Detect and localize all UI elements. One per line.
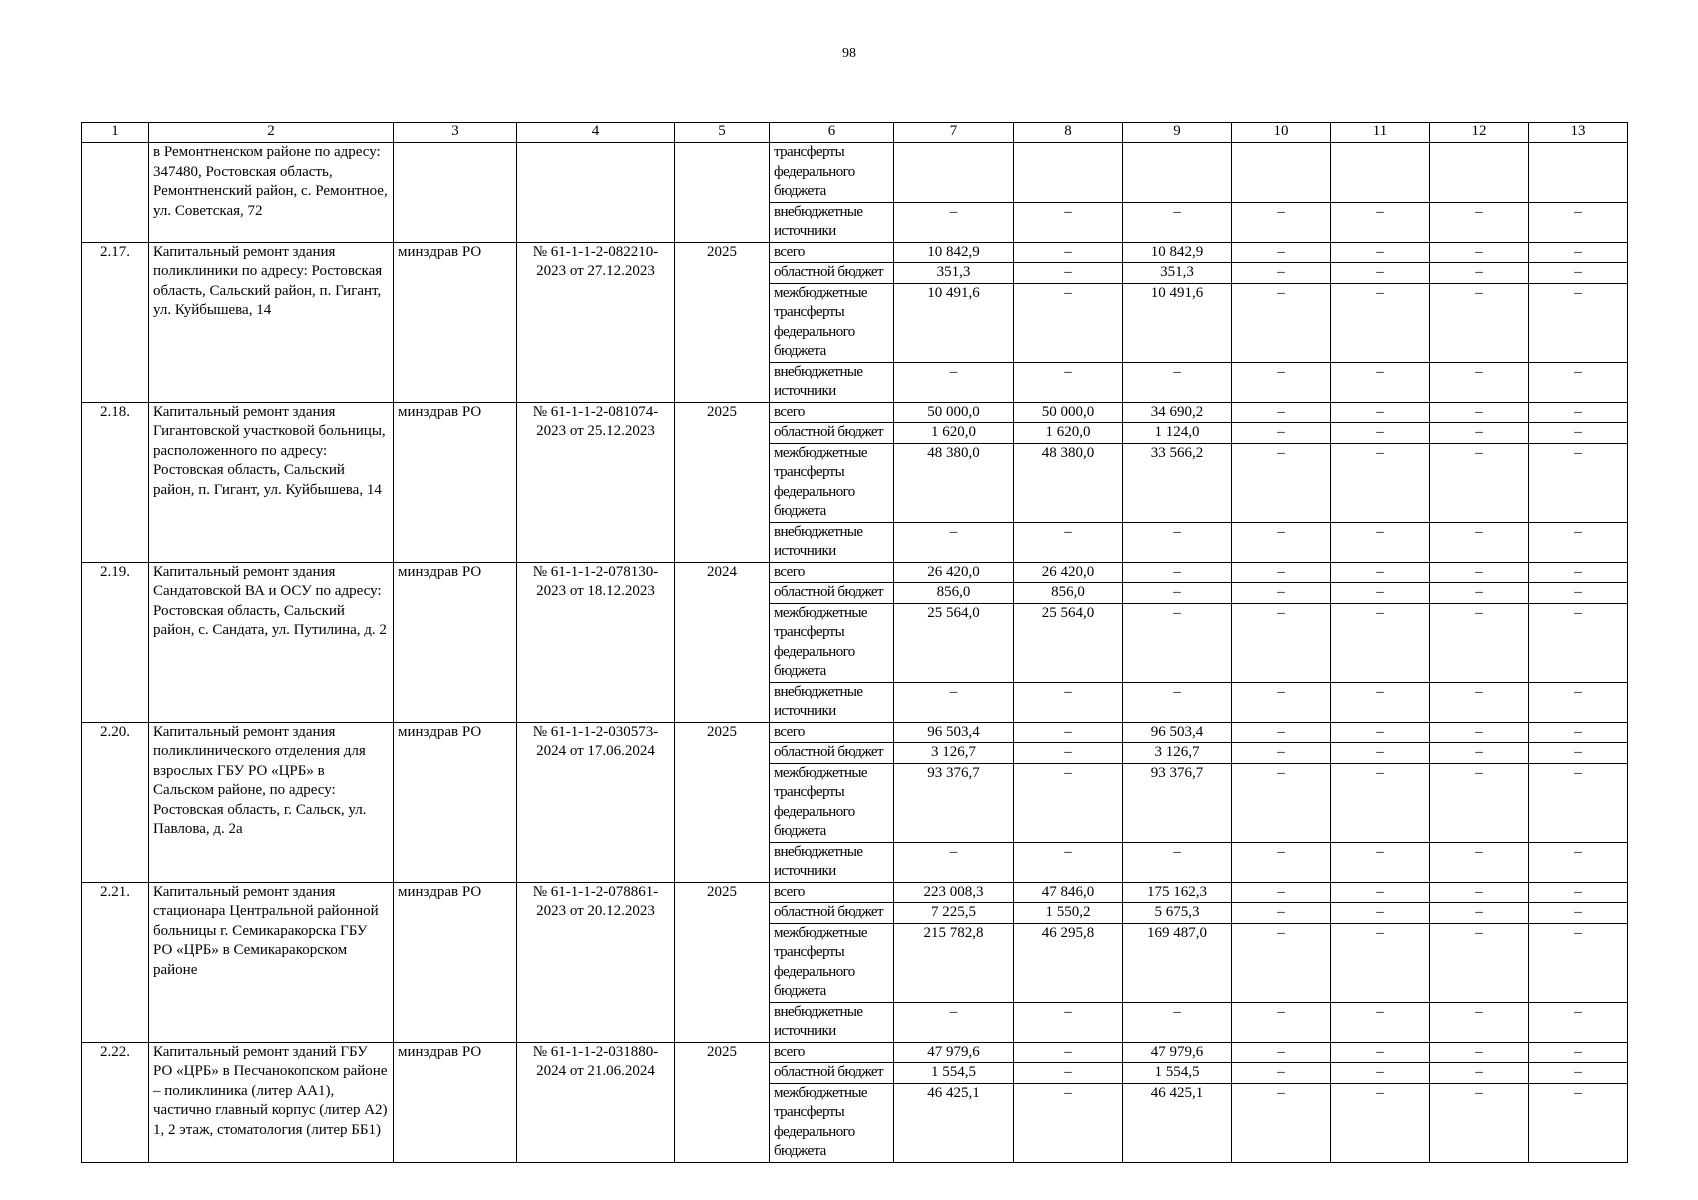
value-cell: 3 126,7: [1123, 743, 1232, 764]
value-cell: –: [1430, 242, 1529, 263]
value-cell: –: [1331, 242, 1430, 263]
table-row: [82, 722, 1628, 743]
funding-source-cell: трансферты федерального бюджета: [770, 143, 894, 203]
value-cell: –: [1123, 202, 1232, 242]
value-cell: –: [1232, 443, 1331, 522]
column-number: 1: [82, 123, 149, 143]
value-cell: –: [1232, 1042, 1331, 1063]
value-cell: –: [1014, 522, 1123, 562]
value-cell: –: [1123, 583, 1232, 604]
value-cell: 7 225,5: [894, 903, 1014, 924]
funding-source-cell: всего: [770, 882, 894, 903]
value-cell: 33 566,2: [1123, 443, 1232, 522]
column-number: 3: [394, 123, 517, 143]
agency-cell: [394, 143, 517, 243]
document-cell: № 61-1-1-2-081074-2023 от 25.12.2023: [517, 402, 675, 562]
value-cell: –: [1430, 1002, 1529, 1042]
value-cell: [1232, 143, 1331, 203]
entry-number-cell: 2.19.: [82, 562, 149, 722]
value-cell: –: [1123, 362, 1232, 402]
value-cell: –: [1529, 423, 1628, 444]
value-cell: –: [1232, 743, 1331, 764]
value-cell: –: [1529, 1083, 1628, 1162]
value-cell: –: [1430, 763, 1529, 842]
agency-cell: минздрав РО: [394, 562, 517, 722]
funding-source-cell: всего: [770, 402, 894, 423]
year-cell: 2024: [675, 562, 770, 722]
value-cell: –: [1331, 423, 1430, 444]
agency-cell: минздрав РО: [394, 722, 517, 882]
value-cell: 50 000,0: [1014, 402, 1123, 423]
value-cell: –: [1232, 1063, 1331, 1084]
column-number: 11: [1331, 123, 1430, 143]
value-cell: 10 491,6: [1123, 283, 1232, 362]
value-cell: –: [1331, 842, 1430, 882]
column-number: 8: [1014, 123, 1123, 143]
value-cell: –: [1123, 1002, 1232, 1042]
value-cell: –: [1331, 1002, 1430, 1042]
value-cell: [1123, 143, 1232, 203]
funding-source-cell: областной бюджет: [770, 903, 894, 924]
value-cell: –: [1331, 283, 1430, 362]
value-cell: 1 554,5: [1123, 1063, 1232, 1084]
value-cell: –: [1430, 842, 1529, 882]
value-cell: –: [1331, 923, 1430, 1002]
funding-source-cell: межбюджетные трансферты федерального бюджета: [770, 763, 894, 842]
value-cell: –: [1331, 882, 1430, 903]
value-cell: 856,0: [1014, 583, 1123, 604]
value-cell: 3 126,7: [894, 743, 1014, 764]
value-cell: –: [1232, 242, 1331, 263]
value-cell: 93 376,7: [894, 763, 1014, 842]
value-cell: 1 554,5: [894, 1063, 1014, 1084]
value-cell: –: [1123, 682, 1232, 722]
value-cell: –: [1331, 722, 1430, 743]
funding-source-cell: областной бюджет: [770, 743, 894, 764]
value-cell: –: [1014, 1083, 1123, 1162]
value-cell: –: [1529, 263, 1628, 284]
value-cell: [1430, 143, 1529, 203]
value-cell: –: [894, 1002, 1014, 1042]
column-number: 13: [1529, 123, 1628, 143]
value-cell: –: [1331, 682, 1430, 722]
value-cell: –: [1331, 603, 1430, 682]
value-cell: –: [1430, 903, 1529, 924]
value-cell: –: [1232, 763, 1331, 842]
value-cell: –: [1430, 682, 1529, 722]
funding-source-cell: областной бюджет: [770, 263, 894, 284]
value-cell: 34 690,2: [1123, 402, 1232, 423]
value-cell: 47 846,0: [1014, 882, 1123, 903]
value-cell: –: [1232, 202, 1331, 242]
value-cell: –: [894, 522, 1014, 562]
value-cell: 50 000,0: [894, 402, 1014, 423]
value-cell: –: [1529, 522, 1628, 562]
year-cell: 2025: [675, 882, 770, 1042]
funding-source-cell: внебюджетные источники: [770, 682, 894, 722]
column-number: 4: [517, 123, 675, 143]
object-name-cell: в Ремонтненском районе по адресу: 347480, Ростовская область, Ремонтненский район, с. Ремонтное, ул. Советская, 72: [149, 143, 394, 243]
value-cell: –: [1529, 1042, 1628, 1063]
column-number-row: [82, 123, 1628, 143]
value-cell: –: [1529, 682, 1628, 722]
value-cell: –: [1232, 562, 1331, 583]
agency-cell: минздрав РО: [394, 242, 517, 402]
table-row: [82, 882, 1628, 903]
object-name-cell: Капитальный ремонт здания Гигантовской участковой больницы, расположенного по адресу: Ростовская область, Сальский район, п. Гигант, ул. Куйбышева, 14: [149, 402, 394, 562]
value-cell: –: [1123, 842, 1232, 882]
year-cell: 2025: [675, 402, 770, 562]
value-cell: 47 979,6: [894, 1042, 1014, 1063]
value-cell: –: [1529, 842, 1628, 882]
value-cell: –: [894, 682, 1014, 722]
value-cell: –: [1232, 362, 1331, 402]
table-row: [82, 242, 1628, 263]
value-cell: 46 425,1: [1123, 1083, 1232, 1162]
year-cell: 2025: [675, 242, 770, 402]
value-cell: 351,3: [1123, 263, 1232, 284]
value-cell: 1 550,2: [1014, 903, 1123, 924]
value-cell: 26 420,0: [894, 562, 1014, 583]
table-row: [82, 402, 1628, 423]
value-cell: –: [1331, 562, 1430, 583]
column-number: 5: [675, 123, 770, 143]
value-cell: [894, 143, 1014, 203]
entry-number-cell: 2.21.: [82, 882, 149, 1042]
value-cell: [1529, 143, 1628, 203]
value-cell: –: [1014, 1002, 1123, 1042]
value-cell: –: [1529, 1063, 1628, 1084]
value-cell: –: [1014, 202, 1123, 242]
value-cell: –: [1014, 362, 1123, 402]
object-name-cell: Капитальный ремонт здания Сандатовской ВА и ОСУ по адресу: Ростовская область, Сальский район, с. Сандата, ул. Путилина, д. 2: [149, 562, 394, 722]
value-cell: –: [1331, 522, 1430, 562]
object-name-cell: Капитальный ремонт здания поликлинического отделения для взрослых ГБУ РО «ЦРБ» в Сальском районе, по адресу: Ростовская область, г. Сальск, ул. Павлова, д. 2а: [149, 722, 394, 882]
value-cell: –: [1430, 603, 1529, 682]
page-number: 98: [842, 46, 856, 61]
value-cell: –: [1014, 283, 1123, 362]
value-cell: –: [1232, 402, 1331, 423]
value-cell: –: [1232, 682, 1331, 722]
value-cell: 1 620,0: [894, 423, 1014, 444]
value-cell: –: [1331, 402, 1430, 423]
value-cell: –: [1430, 1063, 1529, 1084]
value-cell: –: [1529, 722, 1628, 743]
document-cell: № 61-1-1-2-078861-2023 от 20.12.2023: [517, 882, 675, 1042]
value-cell: –: [1430, 283, 1529, 362]
year-cell: 2025: [675, 1042, 770, 1162]
value-cell: 25 564,0: [894, 603, 1014, 682]
value-cell: –: [1529, 882, 1628, 903]
object-name-cell: Капитальный ремонт здания поликлиники по адресу: Ростовская область, Сальский район, п. Гигант, ул. Куйбышева, 14: [149, 242, 394, 402]
value-cell: –: [1232, 842, 1331, 882]
value-cell: 48 380,0: [894, 443, 1014, 522]
column-number: 10: [1232, 123, 1331, 143]
object-name-cell: Капитальный ремонт здания стационара Центральной районной больницы г. Семикаракорска ГБУ РО «ЦРБ» в Семикаракорском районе: [149, 882, 394, 1042]
value-cell: –: [1331, 743, 1430, 764]
value-cell: –: [1014, 722, 1123, 743]
value-cell: –: [1331, 1042, 1430, 1063]
value-cell: –: [1232, 522, 1331, 562]
object-name-cell: Капитальный ремонт зданий ГБУ РО «ЦРБ» в Песчанокопском районе – поликлиника (литер АА1), частично главный корпус (литер А2) 1, 2 этаж, стоматология (литер ББ1): [149, 1042, 394, 1162]
value-cell: 1 124,0: [1123, 423, 1232, 444]
document-cell: [517, 143, 675, 243]
value-cell: –: [1123, 522, 1232, 562]
table-row: [82, 1042, 1628, 1063]
agency-cell: минздрав РО: [394, 1042, 517, 1162]
value-cell: –: [1232, 1002, 1331, 1042]
value-cell: –: [1014, 1063, 1123, 1084]
funding-source-cell: всего: [770, 562, 894, 583]
value-cell: –: [1529, 603, 1628, 682]
value-cell: 93 376,7: [1123, 763, 1232, 842]
table-row: [82, 562, 1628, 583]
value-cell: –: [1430, 522, 1529, 562]
entry-number-cell: 2.18.: [82, 402, 149, 562]
document-cell: № 61-1-1-2-082210-2023 от 27.12.2023: [517, 242, 675, 402]
value-cell: 215 782,8: [894, 923, 1014, 1002]
funding-source-cell: межбюджетные трансферты федерального бюджета: [770, 1083, 894, 1162]
value-cell: 96 503,4: [894, 722, 1014, 743]
value-cell: –: [894, 842, 1014, 882]
value-cell: 25 564,0: [1014, 603, 1123, 682]
value-cell: –: [1014, 263, 1123, 284]
budget-table: [81, 122, 1628, 1163]
value-cell: –: [1430, 402, 1529, 423]
value-cell: –: [1014, 682, 1123, 722]
document-cell: № 61-1-1-2-031880-2024 от 21.06.2024: [517, 1042, 675, 1162]
table-body: [82, 123, 1628, 1163]
value-cell: –: [1529, 763, 1628, 842]
value-cell: –: [1430, 202, 1529, 242]
value-cell: –: [1529, 923, 1628, 1002]
value-cell: –: [1529, 903, 1628, 924]
column-number: 6: [770, 123, 894, 143]
value-cell: –: [1331, 583, 1430, 604]
document-cell: № 61-1-1-2-030573-2024 от 17.06.2024: [517, 722, 675, 882]
value-cell: –: [1123, 562, 1232, 583]
column-number: 7: [894, 123, 1014, 143]
value-cell: –: [1331, 1063, 1430, 1084]
funding-source-cell: всего: [770, 722, 894, 743]
value-cell: –: [1430, 923, 1529, 1002]
year-cell: [675, 143, 770, 243]
value-cell: 5 675,3: [1123, 903, 1232, 924]
value-cell: –: [1529, 283, 1628, 362]
value-cell: –: [1014, 763, 1123, 842]
entry-number-cell: 2.20.: [82, 722, 149, 882]
value-cell: –: [1232, 603, 1331, 682]
funding-source-cell: областной бюджет: [770, 423, 894, 444]
value-cell: –: [894, 202, 1014, 242]
table-row: [82, 143, 1628, 203]
funding-source-cell: областной бюджет: [770, 1063, 894, 1084]
column-number: 2: [149, 123, 394, 143]
funding-source-cell: внебюджетные источники: [770, 362, 894, 402]
value-cell: 223 008,3: [894, 882, 1014, 903]
funding-source-cell: внебюджетные источники: [770, 1002, 894, 1042]
value-cell: –: [1232, 923, 1331, 1002]
value-cell: [1014, 143, 1123, 203]
value-cell: –: [1123, 603, 1232, 682]
value-cell: –: [1331, 263, 1430, 284]
document-cell: № 61-1-1-2-078130-2023 от 18.12.2023: [517, 562, 675, 722]
value-cell: 10 842,9: [894, 242, 1014, 263]
value-cell: 46 425,1: [894, 1083, 1014, 1162]
value-cell: –: [1331, 1083, 1430, 1162]
value-cell: –: [1430, 583, 1529, 604]
value-cell: –: [1232, 1083, 1331, 1162]
year-cell: 2025: [675, 722, 770, 882]
column-number: 12: [1430, 123, 1529, 143]
value-cell: 175 162,3: [1123, 882, 1232, 903]
value-cell: 856,0: [894, 583, 1014, 604]
agency-cell: минздрав РО: [394, 402, 517, 562]
value-cell: –: [1529, 443, 1628, 522]
column-number: 9: [1123, 123, 1232, 143]
funding-source-cell: всего: [770, 1042, 894, 1063]
value-cell: –: [1529, 583, 1628, 604]
value-cell: –: [1331, 443, 1430, 522]
value-cell: –: [1529, 1002, 1628, 1042]
value-cell: 47 979,6: [1123, 1042, 1232, 1063]
value-cell: –: [894, 362, 1014, 402]
funding-source-cell: всего: [770, 242, 894, 263]
value-cell: –: [1430, 1083, 1529, 1162]
funding-source-cell: межбюджетные трансферты федерального бюджета: [770, 603, 894, 682]
entry-number-cell: 2.22.: [82, 1042, 149, 1162]
agency-cell: минздрав РО: [394, 882, 517, 1042]
value-cell: –: [1430, 562, 1529, 583]
value-cell: –: [1331, 763, 1430, 842]
value-cell: [1331, 143, 1430, 203]
value-cell: –: [1014, 842, 1123, 882]
value-cell: –: [1014, 1042, 1123, 1063]
value-cell: –: [1430, 362, 1529, 402]
value-cell: –: [1232, 283, 1331, 362]
funding-source-cell: межбюджетные трансферты федерального бюджета: [770, 283, 894, 362]
value-cell: –: [1430, 423, 1529, 444]
value-cell: 48 380,0: [1014, 443, 1123, 522]
value-cell: –: [1529, 202, 1628, 242]
funding-source-cell: межбюджетные трансферты федерального бюджета: [770, 443, 894, 522]
value-cell: 10 842,9: [1123, 242, 1232, 263]
value-cell: –: [1331, 362, 1430, 402]
value-cell: –: [1529, 562, 1628, 583]
value-cell: 26 420,0: [1014, 562, 1123, 583]
value-cell: –: [1430, 722, 1529, 743]
value-cell: –: [1232, 722, 1331, 743]
value-cell: –: [1232, 583, 1331, 604]
value-cell: –: [1529, 362, 1628, 402]
value-cell: 351,3: [894, 263, 1014, 284]
funding-source-cell: областной бюджет: [770, 583, 894, 604]
value-cell: 46 295,8: [1014, 923, 1123, 1002]
value-cell: –: [1232, 263, 1331, 284]
value-cell: –: [1232, 882, 1331, 903]
funding-source-cell: внебюджетные источники: [770, 202, 894, 242]
value-cell: –: [1430, 1042, 1529, 1063]
value-cell: –: [1430, 443, 1529, 522]
value-cell: –: [1529, 402, 1628, 423]
entry-number-cell: 2.17.: [82, 242, 149, 402]
funding-source-cell: внебюджетные источники: [770, 522, 894, 562]
value-cell: –: [1430, 743, 1529, 764]
value-cell: –: [1430, 882, 1529, 903]
value-cell: –: [1430, 263, 1529, 284]
value-cell: –: [1014, 242, 1123, 263]
value-cell: 169 487,0: [1123, 923, 1232, 1002]
value-cell: –: [1529, 743, 1628, 764]
value-cell: –: [1014, 743, 1123, 764]
value-cell: 1 620,0: [1014, 423, 1123, 444]
value-cell: –: [1529, 242, 1628, 263]
value-cell: 10 491,6: [894, 283, 1014, 362]
value-cell: –: [1232, 903, 1331, 924]
value-cell: 96 503,4: [1123, 722, 1232, 743]
value-cell: –: [1331, 202, 1430, 242]
funding-source-cell: внебюджетные источники: [770, 842, 894, 882]
entry-number-cell: [82, 143, 149, 243]
funding-source-cell: межбюджетные трансферты федерального бюджета: [770, 923, 894, 1002]
value-cell: –: [1232, 423, 1331, 444]
value-cell: –: [1331, 903, 1430, 924]
